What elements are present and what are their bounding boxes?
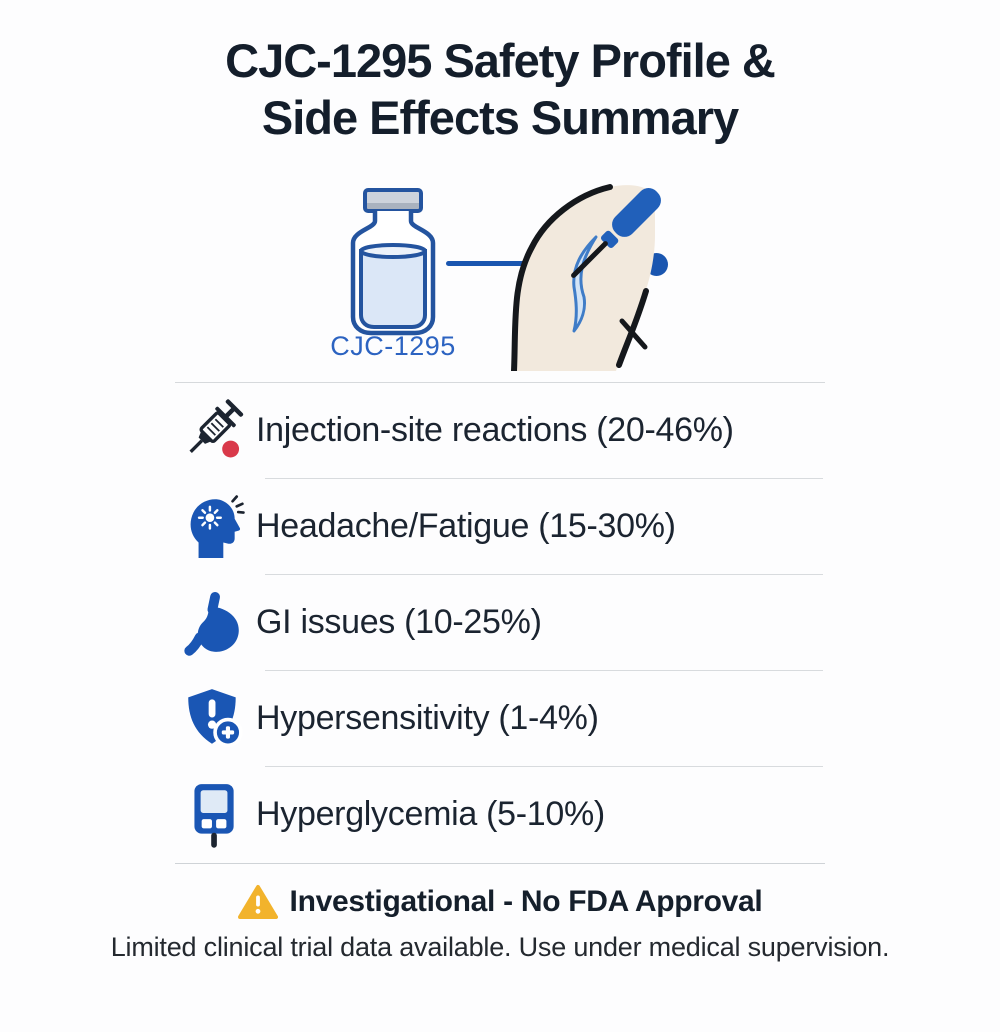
divider <box>175 863 825 864</box>
side-effects-list <box>175 382 825 863</box>
injection-illustration <box>0 173 1000 373</box>
side-effect-label: Hypersensitivity (1-4%) <box>256 699 599 738</box>
arm-injection-icon <box>498 175 670 371</box>
side-effect-row <box>175 383 825 479</box>
side-effect-row <box>175 671 825 767</box>
syringe-icon <box>180 395 252 467</box>
side-effect-label: Injection-site reactions (20-46%) <box>256 411 734 450</box>
side-effect-label: Hyperglycemia (5-10%) <box>256 795 605 834</box>
page-title-line1: CJC-1295 Safety Profile & <box>225 34 775 87</box>
warning-triangle-icon <box>238 884 278 920</box>
side-effect-row <box>175 575 825 671</box>
warning-text: Investigational - No FDA Approval <box>289 884 763 918</box>
side-effect-label: Headache/Fatigue (15-30%) <box>256 507 676 546</box>
disclaimer-text: Limited clinical trial data available. Use under medical supervision. <box>110 931 890 962</box>
vial-icon <box>341 187 445 337</box>
shield-alert-icon <box>180 686 246 752</box>
head-pain-icon <box>180 494 246 560</box>
glucose-meter-icon <box>180 782 246 848</box>
stomach-icon <box>180 590 246 656</box>
page-title-line2: Side Effects Summary <box>261 91 739 145</box>
side-effect-row <box>175 767 825 863</box>
vial-label: CJC-1295 <box>330 330 456 361</box>
infographic <box>0 32 1000 1032</box>
warning-banner <box>0 884 1000 920</box>
side-effect-row <box>175 479 825 575</box>
page-title <box>0 32 1000 147</box>
side-effect-label: GI issues (10-25%) <box>256 603 542 642</box>
